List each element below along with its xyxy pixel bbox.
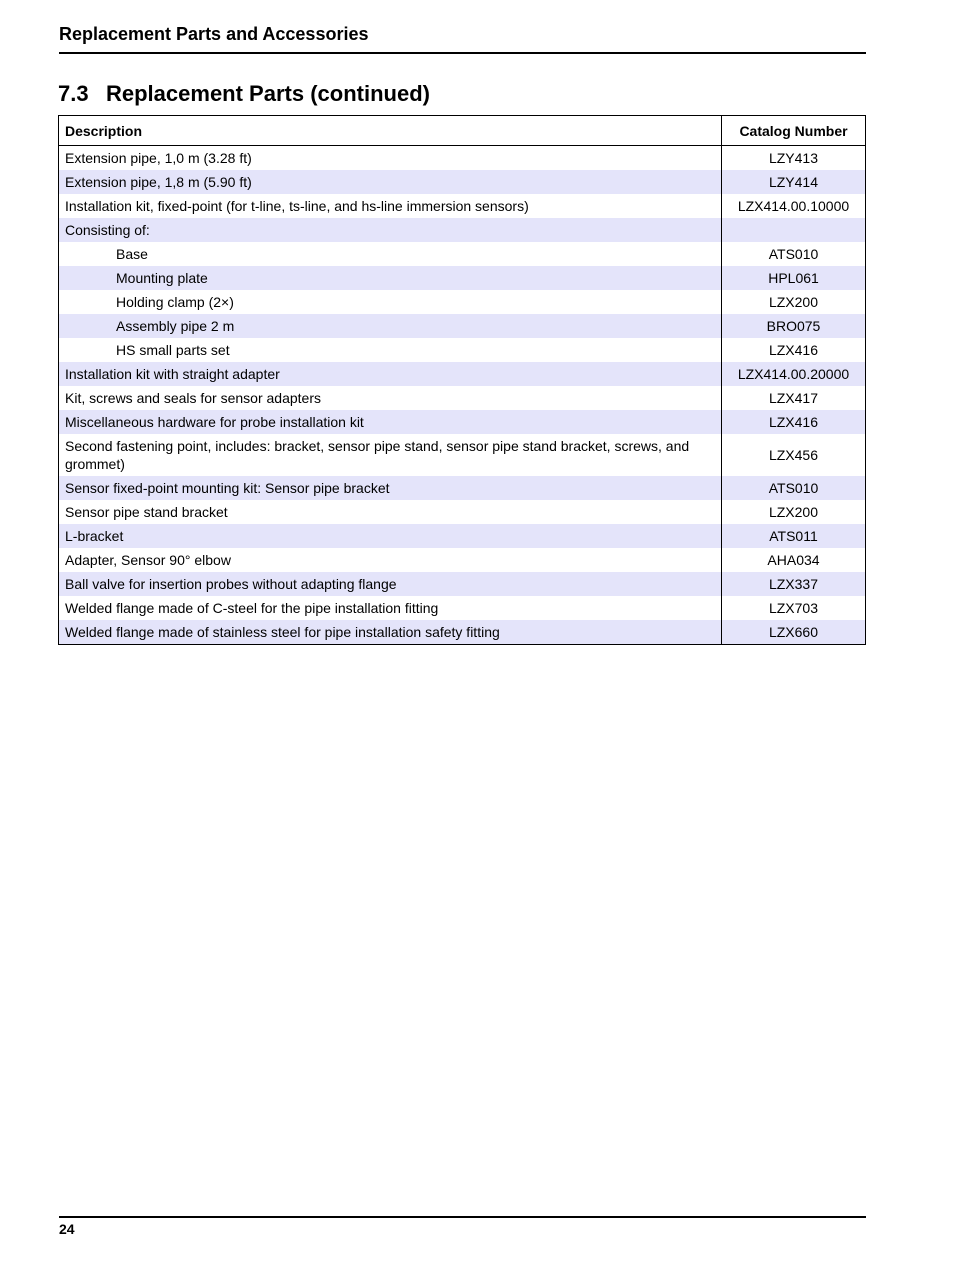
row-description: L-bracket (59, 524, 722, 548)
table-row (59, 476, 866, 500)
row-description: Sensor pipe stand bracket (65, 504, 228, 520)
row-catalog-number: LZX200 (722, 290, 866, 314)
row-description: Welded flange made of C-steel for the pipe installation fitting (65, 600, 439, 616)
row-catalog-number: LZX416 (722, 338, 866, 362)
table-row (59, 314, 866, 338)
table-row (59, 386, 866, 410)
row-catalog-number: HPL061 (722, 266, 866, 290)
row-catalog-number: LZX660 (722, 620, 866, 645)
table-row (59, 524, 866, 548)
section-title-text: Replacement Parts (continued) (106, 81, 430, 106)
row-catalog-number: LZY414 (722, 170, 866, 194)
table-row (59, 500, 866, 524)
table-row (59, 434, 866, 476)
row-catalog-number: LZX414.00.10000 (722, 194, 866, 218)
table-row (59, 596, 866, 620)
row-catalog-number: AHA034 (722, 548, 866, 572)
row-description: Extension pipe, 1,8 m (5.90 ft) (59, 170, 722, 194)
header-rule (59, 52, 866, 54)
running-header: Replacement Parts and Accessories (59, 24, 369, 44)
row-description: Extension pipe, 1,0 m (3.28 ft) (65, 150, 252, 166)
row-catalog-number: BRO075 (722, 314, 866, 338)
row-catalog-number: LZX703 (722, 596, 866, 620)
table-row (59, 146, 866, 171)
row-catalog-number: ATS011 (722, 524, 866, 548)
row-description: Consisting of: (59, 218, 722, 242)
table-row (59, 290, 866, 314)
row-catalog-number: LZX456 (722, 434, 866, 476)
row-catalog-number: LZX416 (722, 410, 866, 434)
table-row (59, 548, 866, 572)
row-description: Kit, screws and seals for sensor adapters (65, 390, 322, 406)
row-description: Holding clamp (2×) (116, 294, 234, 310)
row-catalog-number: LZX337 (722, 572, 866, 596)
row-description: Adapter, Sensor 90° elbow (65, 552, 231, 568)
row-description: Welded flange made of stainless steel for pipe installation safety fitting (59, 620, 722, 645)
row-description: Installation kit with straight adapter (59, 362, 722, 386)
footer-rule (59, 1216, 866, 1218)
row-description: Installation kit, fixed-point (for t-line, ts-line, and hs-line immersion sensors) (65, 198, 529, 214)
row-catalog-number: LZX414.00.20000 (722, 362, 866, 386)
section-number: 7.3 (58, 81, 89, 106)
table-row (59, 410, 866, 434)
column-header-description: Description (59, 116, 722, 146)
row-description: Mounting plate (59, 266, 722, 290)
replacement-parts-table (58, 115, 866, 645)
table-row (59, 572, 866, 596)
row-description: Base (116, 246, 148, 262)
page-number: 24 (59, 1221, 75, 1237)
row-catalog-number: ATS010 (722, 476, 866, 500)
row-description: HS small parts set (116, 342, 230, 358)
table-row (59, 338, 866, 362)
row-catalog-number (722, 218, 866, 242)
row-description: Sensor fixed-point mounting kit: Sensor pipe bracket (59, 476, 722, 500)
row-description: Second fastening point, includes: bracket, sensor pipe stand, sensor pipe stand bracket, screws, and grommet) (65, 438, 690, 472)
table-row (59, 218, 866, 242)
row-catalog-number: LZX417 (722, 386, 866, 410)
column-header-catalog-number: Catalog Number (722, 116, 866, 146)
row-description: Miscellaneous hardware for probe installation kit (59, 410, 722, 434)
table-row (59, 266, 866, 290)
table-header-row (59, 116, 866, 146)
table-row (59, 242, 866, 266)
row-description: Assembly pipe 2 m (59, 314, 722, 338)
row-catalog-number: ATS010 (722, 242, 866, 266)
table-row (59, 620, 866, 645)
row-description: Ball valve for insertion probes without adapting flange (59, 572, 722, 596)
row-catalog-number: LZX200 (722, 500, 866, 524)
table-row (59, 194, 866, 218)
row-catalog-number: LZY413 (722, 146, 866, 171)
section-title (58, 80, 430, 108)
table-row (59, 362, 866, 386)
table-row (59, 170, 866, 194)
